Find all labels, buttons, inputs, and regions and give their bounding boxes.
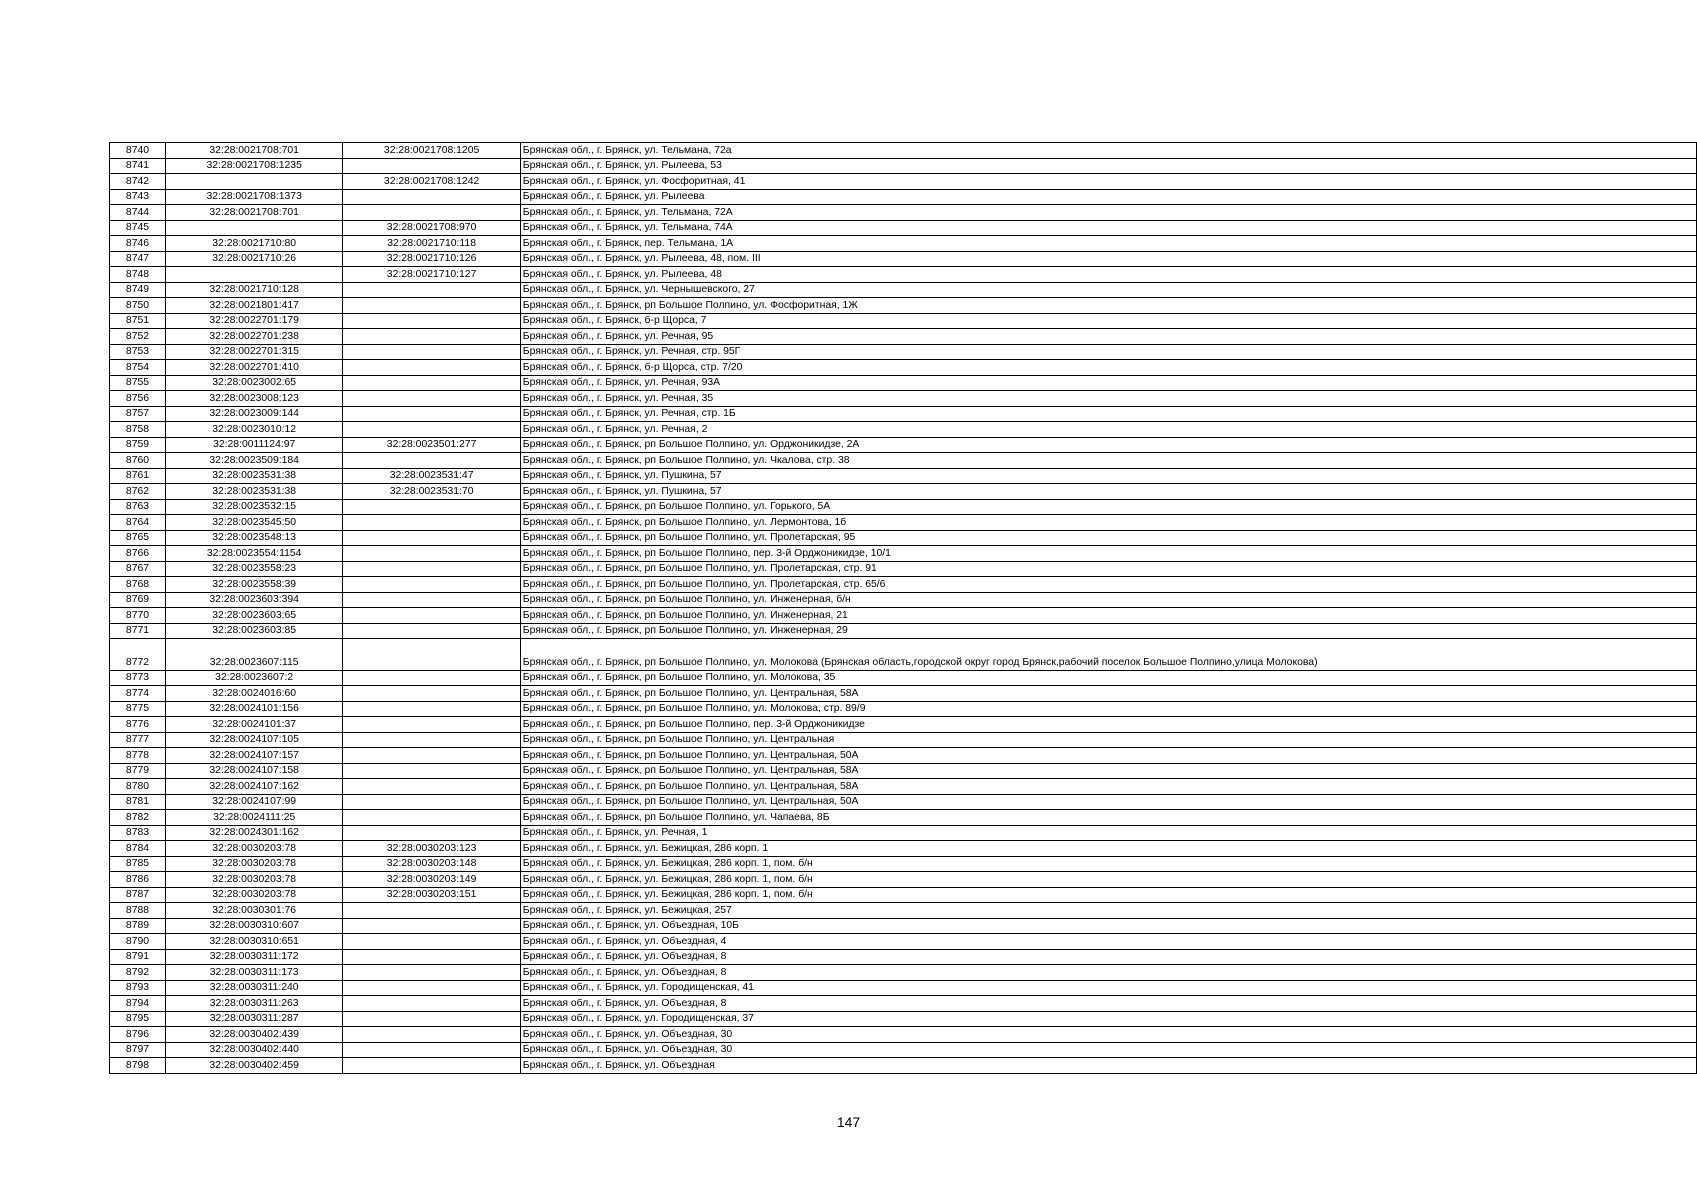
address-cell: Брянская обл., г. Брянск, ул. Тельмана, 74А	[520, 220, 1696, 236]
cadastral-number-cell: 32:28:0021708:701	[165, 143, 342, 159]
table-row	[110, 189, 1697, 205]
address-cell: Брянская обл., г. Брянск, ул. Фосфоритная, 41	[520, 174, 1696, 190]
row-number-cell: 8753	[110, 344, 166, 360]
address-cell: Брянская обл., г. Брянск, рп Большое Полпино, ул. Лермонтова, 1б	[520, 515, 1696, 531]
table-row	[110, 670, 1697, 686]
related-cadastral-number-cell	[343, 717, 520, 733]
row-number-cell: 8773	[110, 670, 166, 686]
row-number-cell: 8798	[110, 1058, 166, 1074]
table-row	[110, 608, 1697, 624]
row-number-cell: 8771	[110, 623, 166, 639]
address-cell: Брянская обл., г. Брянск, ул. Рылеева, 48	[520, 267, 1696, 283]
table-row	[110, 701, 1697, 717]
cadastral-number-cell: 32:28:0024111:25	[165, 810, 342, 826]
cadastral-number-cell: 32:28:0024107:99	[165, 794, 342, 810]
cadastral-number-cell: 32:28:0022701:179	[165, 313, 342, 329]
row-number-cell: 8778	[110, 748, 166, 764]
address-cell: Брянская обл., г. Брянск, рп Большое Полпино, ул. Орджоникидзе, 2А	[520, 437, 1696, 453]
row-number-cell: 8769	[110, 592, 166, 608]
cadastral-number-cell: 32:28:0023554:1154	[165, 546, 342, 562]
table-row	[110, 794, 1697, 810]
row-number-cell: 8781	[110, 794, 166, 810]
cadastral-number-cell: 32:28:0023531:38	[165, 484, 342, 500]
row-number-cell: 8789	[110, 918, 166, 934]
related-cadastral-number-cell	[343, 205, 520, 221]
address-cell: Брянская обл., г. Брянск, ул. Рылеева, 53	[520, 158, 1696, 174]
address-cell: Брянская обл., г. Брянск, ул. Городищенская, 37	[520, 1011, 1696, 1027]
related-cadastral-number-cell	[343, 623, 520, 639]
row-number-cell: 8780	[110, 779, 166, 795]
table-row	[110, 980, 1697, 996]
address-cell: Брянская обл., г. Брянск, ул. Бежицкая, 257	[520, 903, 1696, 919]
related-cadastral-number-cell	[343, 980, 520, 996]
cadastral-number-cell: 32:28:0021710:80	[165, 236, 342, 252]
related-cadastral-number-cell	[343, 561, 520, 577]
table-row	[110, 717, 1697, 733]
related-cadastral-number-cell	[343, 779, 520, 795]
cadastral-number-cell: 32:28:0023009:144	[165, 406, 342, 422]
cadastral-number-cell: 32:28:0023531:38	[165, 468, 342, 484]
related-cadastral-number-cell	[343, 453, 520, 469]
address-cell: Брянская обл., г. Брянск, рп Большое Полпино, ул. Инженерная, 21	[520, 608, 1696, 624]
row-number-cell: 8791	[110, 949, 166, 965]
row-number-cell: 8751	[110, 313, 166, 329]
related-cadastral-number-cell	[343, 375, 520, 391]
related-cadastral-number-cell	[343, 903, 520, 919]
related-cadastral-number-cell: 32:28:0021708:1205	[343, 143, 520, 159]
table-row	[110, 267, 1697, 283]
table-row	[110, 437, 1697, 453]
related-cadastral-number-cell	[343, 949, 520, 965]
related-cadastral-number-cell: 32:28:0023531:47	[343, 468, 520, 484]
address-cell: Брянская обл., г. Брянск, рп Большое Полпино, ул. Молокова, 35	[520, 670, 1696, 686]
address-cell: Брянская обл., г. Брянск, ул. Речная, 95	[520, 329, 1696, 345]
row-number-cell: 8747	[110, 251, 166, 267]
related-cadastral-number-cell	[343, 158, 520, 174]
cadastral-number-cell: 32:28:0030203:78	[165, 841, 342, 857]
related-cadastral-number-cell	[343, 1011, 520, 1027]
table-row	[110, 453, 1697, 469]
address-cell: Брянская обл., г. Брянск, ул. Чернышевского, 27	[520, 282, 1696, 298]
related-cadastral-number-cell	[343, 499, 520, 515]
related-cadastral-number-cell: 32:28:0021710:118	[343, 236, 520, 252]
row-number-cell: 8784	[110, 841, 166, 857]
address-cell: Брянская обл., г. Брянск, рп Большое Полпино, ул. Центральная, 50А	[520, 748, 1696, 764]
table-row	[110, 236, 1697, 252]
cadastral-number-cell: 32:28:0024301:162	[165, 825, 342, 841]
cadastral-number-cell: 32:28:0024107:158	[165, 763, 342, 779]
address-cell: Брянская обл., г. Брянск, ул. Рылеева	[520, 189, 1696, 205]
table-row	[110, 623, 1697, 639]
row-number-cell: 8797	[110, 1042, 166, 1058]
related-cadastral-number-cell: 32:28:0021710:126	[343, 251, 520, 267]
table-row	[110, 1011, 1697, 1027]
cadastral-number-cell: 32:28:0030402:440	[165, 1042, 342, 1058]
row-number-cell: 8795	[110, 1011, 166, 1027]
cadastral-number-cell: 32:28:0023607:115	[165, 639, 342, 671]
table-row	[110, 360, 1697, 376]
related-cadastral-number-cell	[343, 608, 520, 624]
related-cadastral-number-cell	[343, 1058, 520, 1074]
row-number-cell: 8759	[110, 437, 166, 453]
related-cadastral-number-cell: 32:28:0030203:151	[343, 887, 520, 903]
cadastral-number-cell: 32:28:0021708:1373	[165, 189, 342, 205]
table-row	[110, 856, 1697, 872]
address-cell: Брянская обл., г. Брянск, ул. Рылеева, 48, пом. III	[520, 251, 1696, 267]
row-number-cell: 8788	[110, 903, 166, 919]
related-cadastral-number-cell: 32:28:0023531:70	[343, 484, 520, 500]
cadastral-number-cell: 32:28:0022701:238	[165, 329, 342, 345]
row-number-cell: 8786	[110, 872, 166, 888]
row-number-cell: 8767	[110, 561, 166, 577]
table-row	[110, 561, 1697, 577]
table-row	[110, 205, 1697, 221]
cadastral-number-cell: 32:28:0030311:172	[165, 949, 342, 965]
address-cell: Брянская обл., г. Брянск, ул. Объездная, 8	[520, 949, 1696, 965]
address-cell: Брянская обл., г. Брянск, рп Большое Полпино, ул. Центральная, 58А	[520, 779, 1696, 795]
cadastral-number-cell: 32:28:0024016:60	[165, 686, 342, 702]
cadastral-number-cell: 32:28:0023002:65	[165, 375, 342, 391]
row-number-cell: 8772	[110, 639, 166, 671]
cadastral-number-cell: 32:28:0021710:128	[165, 282, 342, 298]
table-row	[110, 686, 1697, 702]
related-cadastral-number-cell	[343, 313, 520, 329]
address-cell: Брянская обл., г. Брянск, ул. Речная, 1	[520, 825, 1696, 841]
address-cell: Брянская обл., г. Брянск, ул. Бежицкая, 286 корп. 1, пом. б/н	[520, 856, 1696, 872]
related-cadastral-number-cell	[343, 189, 520, 205]
table-row	[110, 344, 1697, 360]
address-cell: Брянская обл., г. Брянск, рп Большое Полпино, ул. Центральная	[520, 732, 1696, 748]
address-cell: Брянская обл., г. Брянск, рп Большое Полпино, ул. Центральная, 58А	[520, 686, 1696, 702]
related-cadastral-number-cell	[343, 546, 520, 562]
cadastral-number-cell: 32:28:0024101:37	[165, 717, 342, 733]
address-cell: Брянская обл., г. Брянск, б-р Щорса, 7	[520, 313, 1696, 329]
row-number-cell: 8763	[110, 499, 166, 515]
related-cadastral-number-cell	[343, 391, 520, 407]
cadastral-number-cell	[165, 174, 342, 190]
cadastral-number-cell: 32:28:0024107:157	[165, 748, 342, 764]
cadastral-number-cell: 32:28:0023010:12	[165, 422, 342, 438]
row-number-cell: 8741	[110, 158, 166, 174]
table-row	[110, 825, 1697, 841]
related-cadastral-number-cell	[343, 530, 520, 546]
address-cell: Брянская обл., г. Брянск, б-р Щорса, стр. 7/20	[520, 360, 1696, 376]
row-number-cell: 8785	[110, 856, 166, 872]
address-cell: Брянская обл., г. Брянск, рп Большое Полпино, пер. 3-й Орджоникидзе, 10/1	[520, 546, 1696, 562]
table-row	[110, 251, 1697, 267]
table-row	[110, 174, 1697, 190]
related-cadastral-number-cell	[343, 406, 520, 422]
related-cadastral-number-cell: 32:28:0023501:277	[343, 437, 520, 453]
cadastral-number-cell: 32:28:0023532:15	[165, 499, 342, 515]
related-cadastral-number-cell: 32:28:0021708:1242	[343, 174, 520, 190]
related-cadastral-number-cell	[343, 748, 520, 764]
cadastral-number-cell: 32:28:0030203:78	[165, 887, 342, 903]
address-cell: Брянская обл., г. Брянск, рп Большое Полпино, пер. 3-й Орджоникидзе	[520, 717, 1696, 733]
related-cadastral-number-cell	[343, 422, 520, 438]
table-row	[110, 918, 1697, 934]
related-cadastral-number-cell: 32:28:0030203:123	[343, 841, 520, 857]
row-number-cell: 8792	[110, 965, 166, 981]
row-number-cell: 8756	[110, 391, 166, 407]
cadastral-number-cell: 32:28:0030311:240	[165, 980, 342, 996]
address-cell: Брянская обл., г. Брянск, ул. Бежицкая, 286 корп. 1, пом. б/н	[520, 887, 1696, 903]
table-row	[110, 329, 1697, 345]
related-cadastral-number-cell	[343, 763, 520, 779]
cadastral-number-cell: 32:28:0023008:123	[165, 391, 342, 407]
row-number-cell: 8777	[110, 732, 166, 748]
row-number-cell: 8776	[110, 717, 166, 733]
address-cell: Брянская обл., г. Брянск, ул. Объездная, 30	[520, 1042, 1696, 1058]
related-cadastral-number-cell	[343, 732, 520, 748]
address-cell: Брянская обл., г. Брянск, ул. Речная, 2	[520, 422, 1696, 438]
table-row	[110, 810, 1697, 826]
row-number-cell: 8761	[110, 468, 166, 484]
table-row	[110, 391, 1697, 407]
row-number-cell: 8755	[110, 375, 166, 391]
row-number-cell: 8754	[110, 360, 166, 376]
cadastral-number-cell: 32:28:0030402:459	[165, 1058, 342, 1074]
row-number-cell: 8787	[110, 887, 166, 903]
table-body	[110, 143, 1697, 1074]
table-row	[110, 592, 1697, 608]
row-number-cell: 8766	[110, 546, 166, 562]
row-number-cell: 8790	[110, 934, 166, 950]
address-cell: Брянская обл., г. Брянск, рп Большое Полпино, ул. Инженерная, 29	[520, 623, 1696, 639]
address-cell: Брянская обл., г. Брянск, рп Большое Полпино, ул. Центральная, 58А	[520, 763, 1696, 779]
related-cadastral-number-cell	[343, 329, 520, 345]
table-row	[110, 220, 1697, 236]
cadastral-number-cell: 32:28:0024101:156	[165, 701, 342, 717]
table-row	[110, 577, 1697, 593]
related-cadastral-number-cell	[343, 344, 520, 360]
table-row	[110, 406, 1697, 422]
row-number-cell: 8746	[110, 236, 166, 252]
table-row	[110, 375, 1697, 391]
address-cell: Брянская обл., г. Брянск, ул. Объездная, 8	[520, 965, 1696, 981]
table-row	[110, 779, 1697, 795]
cadastral-number-cell	[165, 267, 342, 283]
table-row	[110, 996, 1697, 1012]
row-number-cell: 8744	[110, 205, 166, 221]
related-cadastral-number-cell	[343, 918, 520, 934]
related-cadastral-number-cell	[343, 670, 520, 686]
row-number-cell: 8743	[110, 189, 166, 205]
row-number-cell: 8757	[110, 406, 166, 422]
related-cadastral-number-cell	[343, 298, 520, 314]
table-row	[110, 484, 1697, 500]
related-cadastral-number-cell	[343, 701, 520, 717]
cadastral-number-cell: 32:28:0030311:287	[165, 1011, 342, 1027]
table-row	[110, 282, 1697, 298]
table-row	[110, 468, 1697, 484]
address-cell: Брянская обл., г. Брянск, ул. Речная, стр. 1Б	[520, 406, 1696, 422]
cadastral-number-cell: 32:28:0023603:85	[165, 623, 342, 639]
table-row	[110, 515, 1697, 531]
address-cell: Брянская обл., г. Брянск, ул. Объездная, 30	[520, 1027, 1696, 1043]
address-cell: Брянская обл., г. Брянск, ул. Бежицкая, 286 корп. 1, пом. б/н	[520, 872, 1696, 888]
cadastral-number-cell: 32:28:0023603:394	[165, 592, 342, 608]
related-cadastral-number-cell	[343, 515, 520, 531]
address-cell: Брянская обл., г. Брянск, рп Большое Полпино, ул. Чкалова, стр. 38	[520, 453, 1696, 469]
cadastral-number-cell: 32:28:0024107:162	[165, 779, 342, 795]
table-row	[110, 143, 1697, 159]
cadastral-number-cell: 32:28:0022701:315	[165, 344, 342, 360]
related-cadastral-number-cell	[343, 965, 520, 981]
related-cadastral-number-cell	[343, 825, 520, 841]
row-number-cell: 8768	[110, 577, 166, 593]
cadastral-number-cell: 32:28:0030301:76	[165, 903, 342, 919]
related-cadastral-number-cell: 32:28:0021708:970	[343, 220, 520, 236]
row-number-cell: 8762	[110, 484, 166, 500]
row-number-cell: 8742	[110, 174, 166, 190]
related-cadastral-number-cell	[343, 1027, 520, 1043]
address-cell: Брянская обл., г. Брянск, ул. Бежицкая, 286 корп. 1	[520, 841, 1696, 857]
row-number-cell: 8779	[110, 763, 166, 779]
row-number-cell: 8749	[110, 282, 166, 298]
address-cell: Брянская обл., г. Брянск, ул. Тельмана, 72А	[520, 205, 1696, 221]
cadastral-number-cell: 32:28:0023509:184	[165, 453, 342, 469]
table-row	[110, 965, 1697, 981]
cadastral-number-cell: 32:28:0024107:105	[165, 732, 342, 748]
table-row	[110, 1058, 1697, 1074]
row-number-cell: 8764	[110, 515, 166, 531]
related-cadastral-number-cell	[343, 934, 520, 950]
cadastral-number-cell: 32:28:0023558:39	[165, 577, 342, 593]
table-row	[110, 887, 1697, 903]
row-number-cell: 8782	[110, 810, 166, 826]
cadastral-number-cell: 32:28:0023558:23	[165, 561, 342, 577]
address-cell: Брянская обл., г. Брянск, ул. Объездная, 10Б	[520, 918, 1696, 934]
cadastral-number-cell: 32:28:0030402:439	[165, 1027, 342, 1043]
related-cadastral-number-cell: 32:28:0021710:127	[343, 267, 520, 283]
row-number-cell: 8770	[110, 608, 166, 624]
table-row	[110, 298, 1697, 314]
cadastral-number-cell: 32:28:0030310:651	[165, 934, 342, 950]
table-row	[110, 732, 1697, 748]
related-cadastral-number-cell: 32:28:0030203:148	[343, 856, 520, 872]
cadastral-number-cell: 32:28:0023603:65	[165, 608, 342, 624]
cadastral-number-cell	[165, 220, 342, 236]
property-table	[109, 142, 1697, 1074]
address-cell: Брянская обл., г. Брянск, рп Большое Полпино, ул. Чапаева, 8Б	[520, 810, 1696, 826]
address-cell: Брянская обл., г. Брянск, ул. Пушкина, 57	[520, 484, 1696, 500]
address-cell: Брянская обл., г. Брянск, ул. Речная, 93А	[520, 375, 1696, 391]
address-cell: Брянская обл., г. Брянск, ул. Объездная	[520, 1058, 1696, 1074]
table-row	[110, 949, 1697, 965]
related-cadastral-number-cell	[343, 639, 520, 671]
address-cell: Брянская обл., г. Брянск, рп Большое Полпино, ул. Молокова, стр. 89/9	[520, 701, 1696, 717]
cadastral-number-cell: 32:28:0021708:1235	[165, 158, 342, 174]
table-row	[110, 903, 1697, 919]
related-cadastral-number-cell: 32:28:0030203:149	[343, 872, 520, 888]
table-row	[110, 546, 1697, 562]
address-cell: Брянская обл., г. Брянск, ул. Пушкина, 57	[520, 468, 1696, 484]
table-row	[110, 158, 1697, 174]
address-cell: Брянская обл., г. Брянск, ул. Речная, стр. 95Г	[520, 344, 1696, 360]
page-number: 147	[836, 1114, 861, 1130]
row-number-cell: 8740	[110, 143, 166, 159]
table-row	[110, 1027, 1697, 1043]
cadastral-number-cell: 32:28:0030310:607	[165, 918, 342, 934]
table-row	[110, 934, 1697, 950]
cadastral-number-cell: 32:28:0021801:417	[165, 298, 342, 314]
address-cell: Брянская обл., г. Брянск, рп Большое Полпино, ул. Пролетарская, 95	[520, 530, 1696, 546]
related-cadastral-number-cell	[343, 577, 520, 593]
table-row	[110, 763, 1697, 779]
row-number-cell: 8765	[110, 530, 166, 546]
address-cell: Брянская обл., г. Брянск, пер. Тельмана, 1А	[520, 236, 1696, 252]
table-row	[110, 841, 1697, 857]
address-cell: Брянская обл., г. Брянск, рп Большое Полпино, ул. Фосфоритная, 1Ж	[520, 298, 1696, 314]
address-cell: Брянская обл., г. Брянск, ул. Речная, 35	[520, 391, 1696, 407]
cadastral-number-cell: 32:28:0030203:78	[165, 856, 342, 872]
cadastral-number-cell: 32:28:0023545:50	[165, 515, 342, 531]
table-row	[110, 872, 1697, 888]
address-cell: Брянская обл., г. Брянск, рп Большое Полпино, ул. Пролетарская, стр. 91	[520, 561, 1696, 577]
address-cell: Брянская обл., г. Брянск, ул. Городищенская, 41	[520, 980, 1696, 996]
cadastral-number-cell: 32:28:0023548:13	[165, 530, 342, 546]
related-cadastral-number-cell	[343, 282, 520, 298]
related-cadastral-number-cell	[343, 1042, 520, 1058]
related-cadastral-number-cell	[343, 686, 520, 702]
address-cell: Брянская обл., г. Брянск, рп Большое Полпино, ул. Горького, 5А	[520, 499, 1696, 515]
row-number-cell: 8793	[110, 980, 166, 996]
address-cell: Брянская обл., г. Брянск, рп Большое Полпино, ул. Молокова (Брянская область,городской округ город Брянск,рабочий поселок Большое Полпино,улица Молокова)	[520, 639, 1696, 671]
row-number-cell: 8760	[110, 453, 166, 469]
row-number-cell: 8796	[110, 1027, 166, 1043]
related-cadastral-number-cell	[343, 592, 520, 608]
table-row	[110, 748, 1697, 764]
row-number-cell: 8783	[110, 825, 166, 841]
row-number-cell: 8794	[110, 996, 166, 1012]
cadastral-number-cell: 32:28:0022701:410	[165, 360, 342, 376]
related-cadastral-number-cell	[343, 996, 520, 1012]
cadastral-number-cell: 32:28:0030311:263	[165, 996, 342, 1012]
address-cell: Брянская обл., г. Брянск, ул. Объездная, 8	[520, 996, 1696, 1012]
row-number-cell: 8748	[110, 267, 166, 283]
table-row	[110, 422, 1697, 438]
row-number-cell: 8774	[110, 686, 166, 702]
row-number-cell: 8750	[110, 298, 166, 314]
table-row	[110, 530, 1697, 546]
cadastral-number-cell: 32:28:0021708:701	[165, 205, 342, 221]
cadastral-number-cell: 32:28:0011124:97	[165, 437, 342, 453]
cadastral-number-cell: 32:28:0030203:78	[165, 872, 342, 888]
row-number-cell: 8752	[110, 329, 166, 345]
address-cell: Брянская обл., г. Брянск, рп Большое Полпино, ул. Пролетарская, стр. 65/6	[520, 577, 1696, 593]
address-cell: Брянская обл., г. Брянск, ул. Тельмана, 72а	[520, 143, 1696, 159]
address-cell: Брянская обл., г. Брянск, рп Большое Полпино, ул. Инженерная, б/н	[520, 592, 1696, 608]
cadastral-number-cell: 32:28:0030311:173	[165, 965, 342, 981]
related-cadastral-number-cell	[343, 794, 520, 810]
row-number-cell: 8758	[110, 422, 166, 438]
table-row	[110, 639, 1697, 671]
cadastral-number-cell: 32:28:0023607:2	[165, 670, 342, 686]
row-number-cell: 8745	[110, 220, 166, 236]
table-row	[110, 499, 1697, 515]
table-row	[110, 1042, 1697, 1058]
address-cell: Брянская обл., г. Брянск, ул. Объездная, 4	[520, 934, 1696, 950]
related-cadastral-number-cell	[343, 810, 520, 826]
cadastral-number-cell: 32:28:0021710:26	[165, 251, 342, 267]
row-number-cell: 8775	[110, 701, 166, 717]
table-row	[110, 313, 1697, 329]
address-cell: Брянская обл., г. Брянск, рп Большое Полпино, ул. Центральная, 50А	[520, 794, 1696, 810]
related-cadastral-number-cell	[343, 360, 520, 376]
